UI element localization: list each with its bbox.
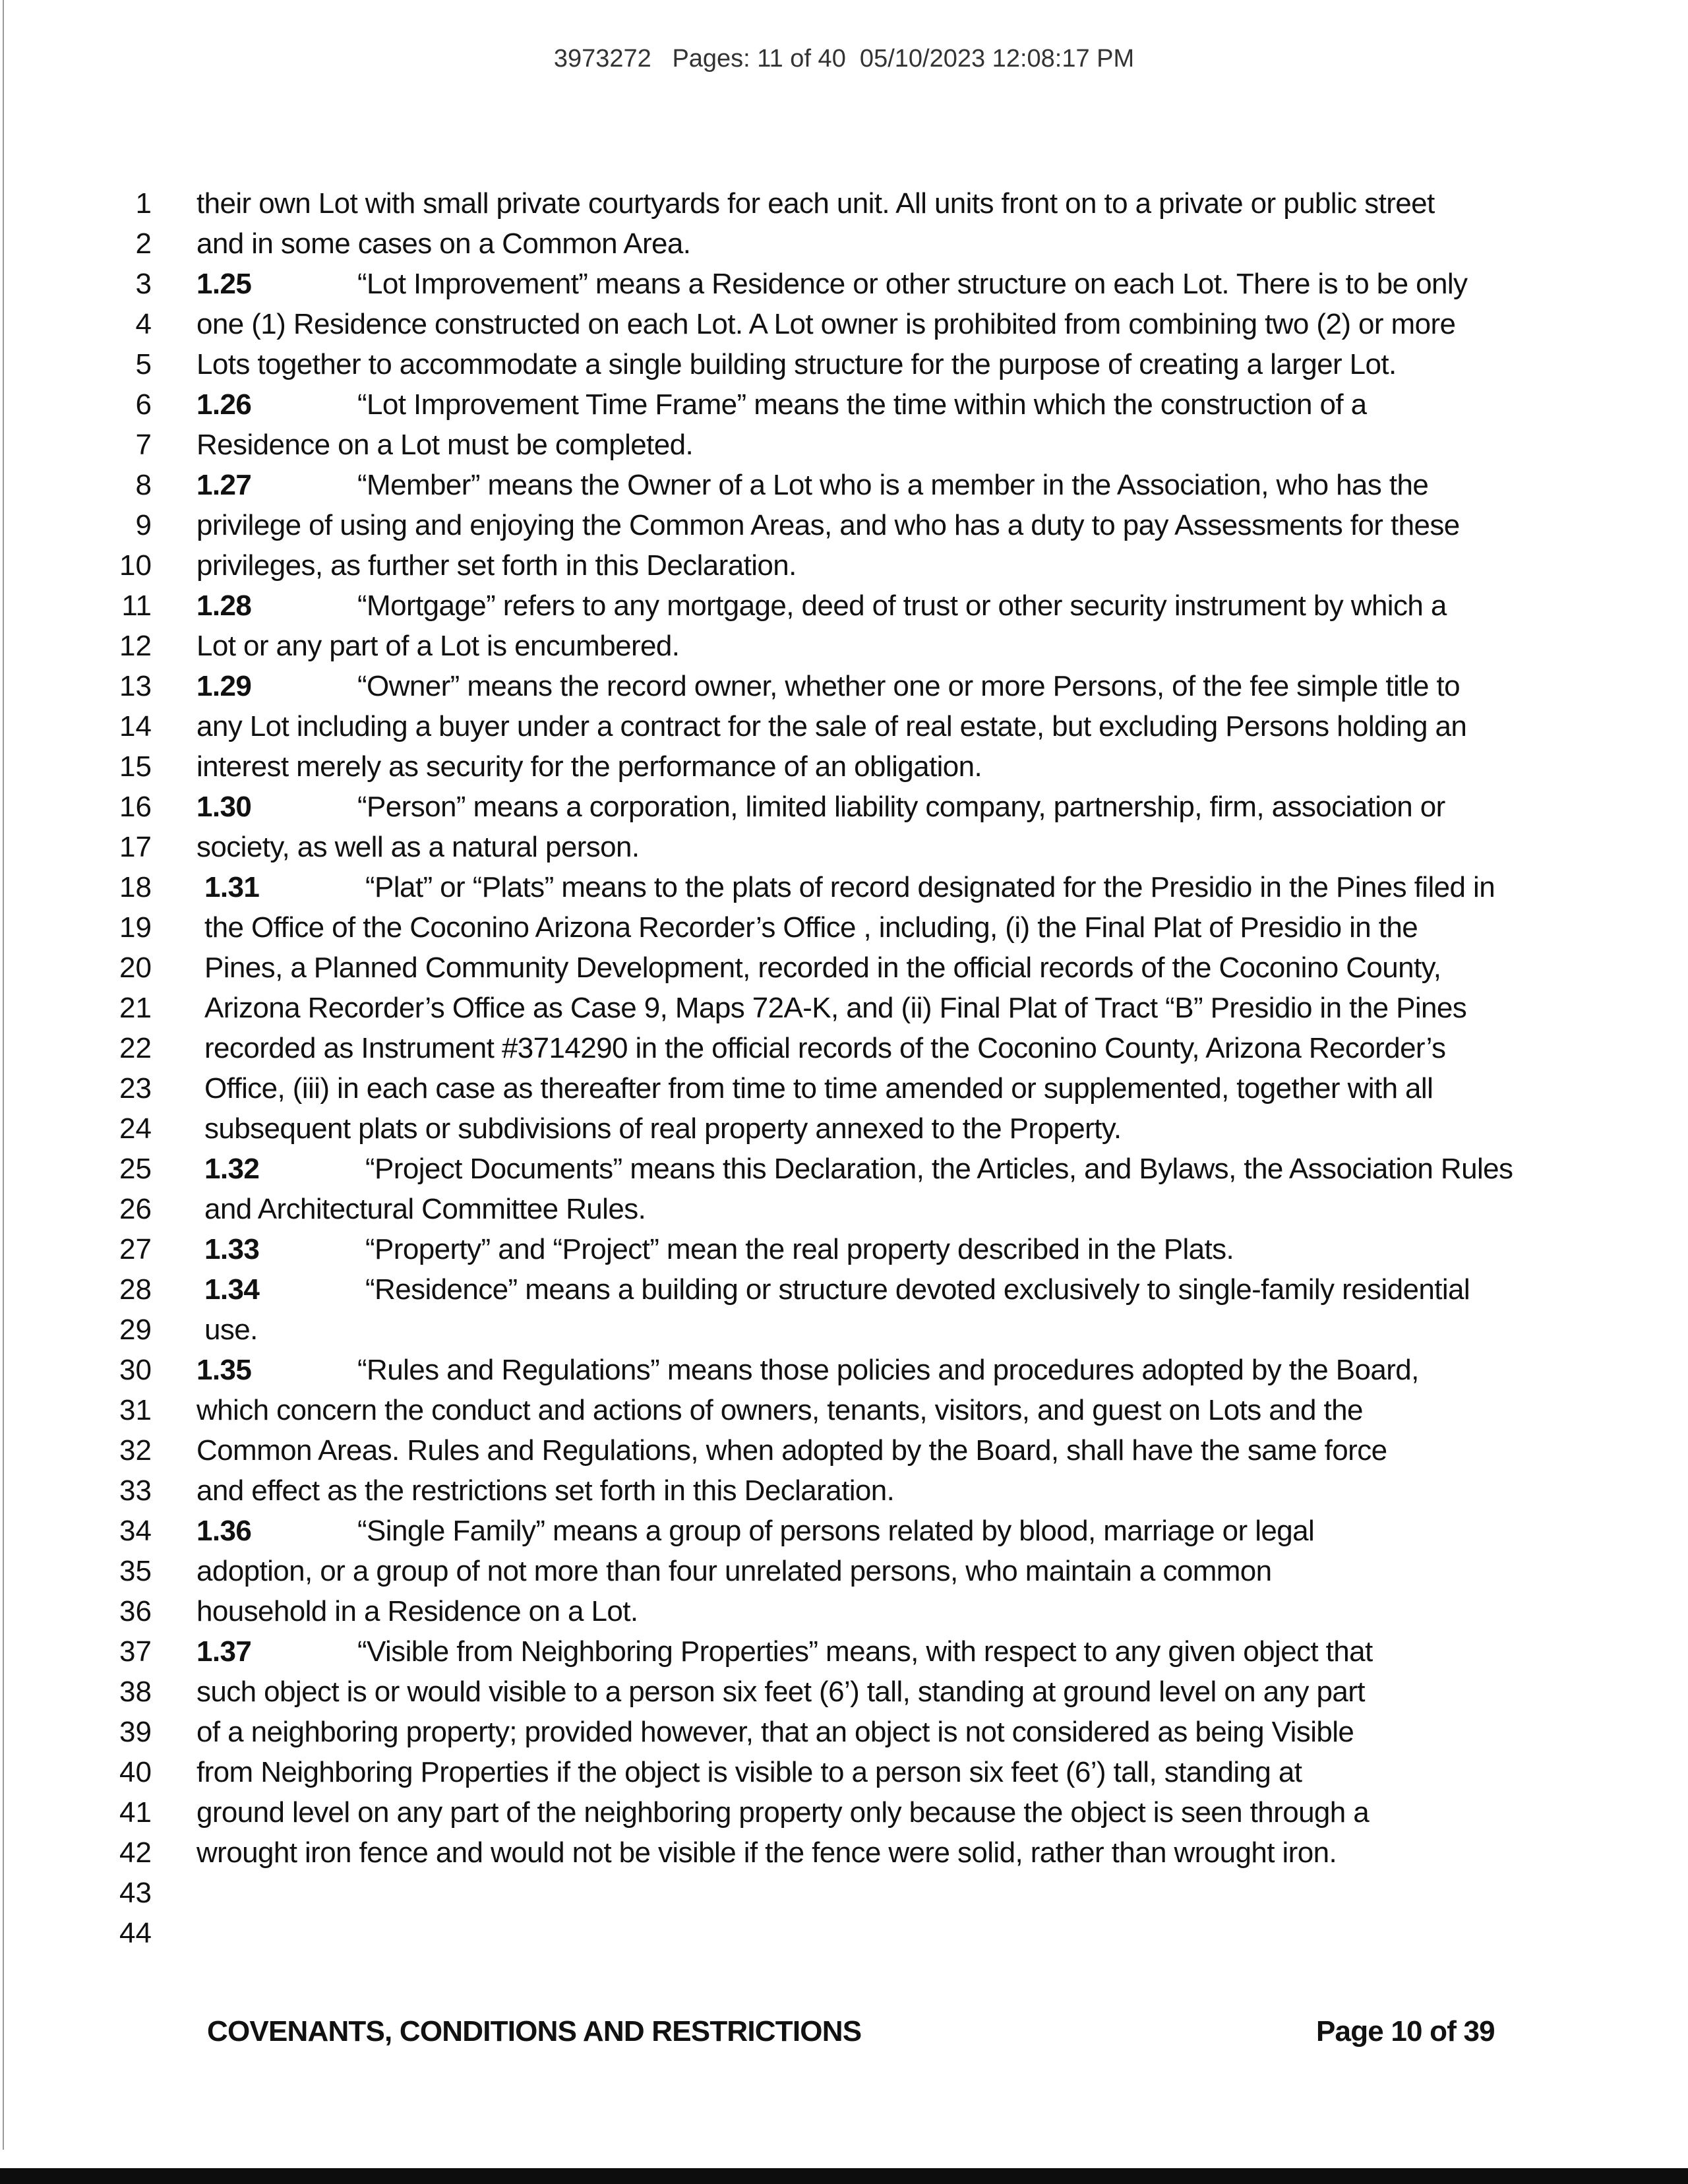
document-line xyxy=(0,1792,1688,1833)
line-number: 10 xyxy=(119,549,152,582)
section-number: 1.27 xyxy=(196,469,252,501)
line-number: 34 xyxy=(119,1515,152,1547)
line-text xyxy=(204,1310,258,1350)
line-body: Residence on a Lot must be completed. xyxy=(196,429,694,461)
document-line xyxy=(0,505,1688,545)
line-text xyxy=(204,1028,1445,1068)
line-number: 23 xyxy=(119,1072,152,1105)
document-line xyxy=(0,867,1688,907)
line-body: ground level on any part of the neighboring property only because the object is seen through a xyxy=(196,1796,1370,1829)
document-line xyxy=(0,1551,1688,1591)
line-number: 5 xyxy=(135,348,152,380)
line-text xyxy=(196,264,1467,304)
line-number: 30 xyxy=(119,1354,152,1386)
line-text xyxy=(196,1752,1302,1792)
document-line xyxy=(0,425,1688,465)
line-text xyxy=(196,1511,1314,1551)
document-line xyxy=(0,1591,1688,1631)
line-number: 9 xyxy=(135,509,152,541)
line-body: Office, (iii) in each case as thereafter from time to time amended or supplemented, together with all xyxy=(204,1072,1433,1105)
line-body: “Residence” means a building or structure devoted exclusively to single-family residential xyxy=(365,1273,1470,1306)
line-body: “Plat” or “Plats” means to the plats of record designated for the Presidio in the Pines filed in xyxy=(365,871,1495,903)
section-number: 1.25 xyxy=(196,268,252,300)
line-body: from Neighboring Properties if the object is visible to a person six feet (6’) tall, standing at xyxy=(196,1756,1302,1788)
line-text xyxy=(196,1712,1354,1752)
document-line xyxy=(0,948,1688,988)
line-body: and effect as the restrictions set forth in this Declaration. xyxy=(196,1474,895,1507)
line-body: society, as well as a natural person. xyxy=(196,831,640,863)
line-number: 29 xyxy=(119,1314,152,1346)
line-body: the Office of the Coconino Arizona Recorder’s Office , including, (i) the Final Plat of Presidio in the xyxy=(204,911,1418,944)
line-body: such object is or would visible to a person six feet (6’) tall, standing at ground level on any part xyxy=(196,1676,1365,1708)
document-line xyxy=(0,746,1688,787)
line-text xyxy=(196,1792,1369,1833)
line-body: subsequent plats or subdivisions of real property annexed to the Property. xyxy=(204,1112,1122,1145)
line-text xyxy=(196,224,690,264)
line-number: 7 xyxy=(135,429,152,461)
section-number: 1.29 xyxy=(196,670,252,702)
line-body: privilege of using and enjoying the Common Areas, and who has a duty to pay Assessments for these xyxy=(196,509,1460,541)
line-number: 27 xyxy=(119,1233,152,1265)
line-number: 26 xyxy=(119,1193,152,1225)
line-text xyxy=(196,827,640,867)
line-body: Common Areas. Rules and Regulations, when adopted by the Board, shall have the same force xyxy=(196,1434,1387,1467)
line-body: privileges, as further set forth in this Declaration. xyxy=(196,549,797,582)
line-number: 20 xyxy=(119,952,152,984)
line-text xyxy=(196,787,1445,827)
line-number: 43 xyxy=(119,1877,152,1909)
line-text xyxy=(196,1471,894,1511)
line-body: “Person” means a corporation, limited liability company, partnership, firm, association or xyxy=(357,791,1445,823)
document-line xyxy=(0,827,1688,867)
line-number: 36 xyxy=(119,1595,152,1627)
line-text xyxy=(196,1430,1387,1471)
document-line xyxy=(0,545,1688,586)
line-number: 37 xyxy=(119,1635,152,1668)
document-line xyxy=(0,1752,1688,1792)
line-body: their own Lot with small private courtyards for each unit. All units front on to a private or public street xyxy=(196,187,1435,220)
line-text xyxy=(196,465,1428,505)
document-line xyxy=(0,1833,1688,1873)
line-body: “Visible from Neighboring Properties” means, with respect to any given object that xyxy=(357,1635,1373,1668)
section-number: 1.32 xyxy=(204,1153,260,1185)
document-line xyxy=(0,706,1688,746)
document-line xyxy=(0,1873,1688,1913)
line-number: 8 xyxy=(135,469,152,501)
line-number: 12 xyxy=(119,630,152,662)
document-line xyxy=(0,1269,1688,1310)
line-number: 19 xyxy=(119,911,152,944)
line-text xyxy=(196,586,1447,626)
line-body: “Rules and Regulations” means those policies and procedures adopted by the Board, xyxy=(357,1354,1419,1386)
line-text xyxy=(196,666,1460,706)
line-number: 2 xyxy=(135,228,152,260)
line-number: 11 xyxy=(121,590,152,622)
document-line xyxy=(0,264,1688,304)
section-number: 1.31 xyxy=(204,871,260,903)
document-line xyxy=(0,666,1688,706)
document-line xyxy=(0,626,1688,666)
line-body: “Single Family” means a group of persons related by blood, marriage or legal xyxy=(357,1515,1315,1547)
line-body: Pines, a Planned Community Development, recorded in the official records of the Coconino County, xyxy=(204,952,1441,984)
line-text xyxy=(196,344,1397,384)
line-text xyxy=(196,183,1435,224)
line-number: 1 xyxy=(135,187,152,220)
document-line xyxy=(0,1068,1688,1108)
line-body: Lots together to accommodate a single building structure for the purpose of creating a larger Lot. xyxy=(196,348,1397,380)
line-body: use. xyxy=(204,1314,258,1346)
line-number: 3 xyxy=(135,268,152,300)
line-text xyxy=(196,1390,1363,1430)
document-line xyxy=(0,1672,1688,1712)
document-line xyxy=(0,1430,1688,1471)
line-number: 22 xyxy=(119,1032,152,1064)
line-number: 6 xyxy=(135,388,152,421)
document-line xyxy=(0,304,1688,344)
line-body: “Mortgage” refers to any mortgage, deed of trust or other security instrument by which a xyxy=(357,590,1447,622)
document-line xyxy=(0,586,1688,626)
line-body: “Property” and “Project” mean the real property described in the Plats. xyxy=(365,1233,1234,1265)
document-line xyxy=(0,183,1688,224)
document-line xyxy=(0,224,1688,264)
document-line xyxy=(0,1390,1688,1430)
document-line xyxy=(0,988,1688,1028)
line-text xyxy=(204,1189,646,1229)
line-text xyxy=(196,746,982,787)
document-line xyxy=(0,1310,1688,1350)
line-text xyxy=(196,384,1367,425)
section-number: 1.36 xyxy=(196,1515,252,1547)
document-line xyxy=(0,907,1688,948)
line-number: 44 xyxy=(119,1917,152,1949)
line-text xyxy=(196,626,679,666)
line-body: Arizona Recorder’s Office as Case 9, Maps 72A-K, and (ii) Final Plat of Tract “B” Presidio in the Pines xyxy=(204,992,1467,1024)
line-number: 42 xyxy=(119,1836,152,1869)
document-line xyxy=(0,1229,1688,1269)
line-text xyxy=(196,706,1466,746)
line-body: “Lot Improvement Time Frame” means the time within which the construction of a xyxy=(357,388,1367,421)
line-text xyxy=(204,907,1418,948)
document-body xyxy=(0,183,1688,1953)
line-text xyxy=(196,505,1460,545)
line-body: wrought iron fence and would not be visible if the fence were solid, rather than wrought iron. xyxy=(196,1836,1337,1869)
footer-title: COVENANTS, CONDITIONS AND RESTRICTIONS xyxy=(207,2015,862,2048)
line-text xyxy=(196,304,1455,344)
line-body: and in some cases on a Common Area. xyxy=(196,228,691,260)
line-text xyxy=(196,1350,1419,1390)
scan-bottom-band xyxy=(0,2168,1688,2184)
document-line xyxy=(0,1712,1688,1752)
line-text xyxy=(204,948,1441,988)
section-number: 1.34 xyxy=(204,1273,260,1306)
line-number: 14 xyxy=(119,710,152,743)
document-line xyxy=(0,1108,1688,1149)
document-line xyxy=(0,787,1688,827)
document-line xyxy=(0,1631,1688,1672)
line-number: 33 xyxy=(119,1474,152,1507)
line-text xyxy=(196,1833,1337,1873)
line-text xyxy=(204,988,1466,1028)
line-number: 13 xyxy=(119,670,152,702)
document-line xyxy=(0,1913,1688,1953)
page-footer xyxy=(0,2015,1688,2061)
line-number: 35 xyxy=(119,1555,152,1587)
document-line xyxy=(0,1028,1688,1068)
line-body: “Lot Improvement” means a Residence or other structure on each Lot. There is to be only xyxy=(357,268,1468,300)
line-number: 17 xyxy=(119,831,152,863)
line-text xyxy=(196,1551,1272,1591)
recording-stamp: 3973272 Pages: 11 of 40 05/10/2023 12:08:17 PM xyxy=(553,45,1135,73)
line-text xyxy=(204,867,1495,907)
section-number: 1.35 xyxy=(196,1354,252,1386)
line-text xyxy=(196,1591,638,1631)
line-body: recorded as Instrument #3714290 in the official records of the Coconino County, Arizona Recorder’s xyxy=(204,1032,1446,1064)
line-text xyxy=(196,545,797,586)
line-body: household in a Residence on a Lot. xyxy=(196,1595,638,1627)
line-text xyxy=(204,1149,1513,1189)
document-line xyxy=(0,1511,1688,1551)
line-number: 31 xyxy=(119,1394,152,1426)
line-number: 39 xyxy=(119,1716,152,1748)
document-line xyxy=(0,1471,1688,1511)
line-text xyxy=(204,1108,1122,1149)
section-number: 1.33 xyxy=(204,1233,260,1265)
line-text xyxy=(204,1068,1433,1108)
line-number: 38 xyxy=(119,1676,152,1708)
line-text xyxy=(204,1229,1234,1269)
line-body: “Member” means the Owner of a Lot who is a member in the Association, who has the xyxy=(357,469,1429,501)
section-number: 1.30 xyxy=(196,791,252,823)
line-body: interest merely as security for the performance of an obligation. xyxy=(196,750,982,783)
line-number: 28 xyxy=(119,1273,152,1306)
line-body: of a neighboring property; provided however, that an object is not considered as being Visible xyxy=(196,1716,1354,1748)
line-number: 24 xyxy=(119,1112,152,1145)
document-line xyxy=(0,344,1688,384)
line-number: 32 xyxy=(119,1434,152,1467)
line-body: one (1) Residence constructed on each Lot. A Lot owner is prohibited from combining two (2) or more xyxy=(196,308,1456,340)
line-body: “Owner” means the record owner, whether one or more Persons, of the fee simple title to xyxy=(357,670,1460,702)
document-line xyxy=(0,384,1688,425)
line-number: 40 xyxy=(119,1756,152,1788)
line-text xyxy=(196,1672,1365,1712)
line-number: 41 xyxy=(119,1796,152,1829)
section-number: 1.37 xyxy=(196,1635,252,1668)
footer-page-number: Page 10 of 39 xyxy=(1316,2015,1495,2048)
section-number: 1.26 xyxy=(196,388,252,421)
document-line xyxy=(0,465,1688,505)
line-text xyxy=(196,1631,1373,1672)
line-body: any Lot including a buyer under a contract for the sale of real estate, but excluding Persons holding an xyxy=(196,710,1467,743)
line-number: 4 xyxy=(135,308,152,340)
line-body: which concern the conduct and actions of owners, tenants, visitors, and guest on Lots and the xyxy=(196,1394,1363,1426)
line-body: adoption, or a group of not more than four unrelated persons, who maintain a common xyxy=(196,1555,1272,1587)
section-number: 1.28 xyxy=(196,590,252,622)
line-body: Lot or any part of a Lot is encumbered. xyxy=(196,630,680,662)
line-number: 18 xyxy=(119,871,152,903)
document-line xyxy=(0,1350,1688,1390)
line-number: 15 xyxy=(119,750,152,783)
line-number: 25 xyxy=(119,1153,152,1185)
line-text xyxy=(196,425,693,465)
line-number: 21 xyxy=(119,992,152,1024)
line-number: 16 xyxy=(119,791,152,823)
line-text xyxy=(204,1269,1470,1310)
document-line xyxy=(0,1189,1688,1229)
line-body: and Architectural Committee Rules. xyxy=(204,1193,646,1225)
document-line xyxy=(0,1149,1688,1189)
line-body: “Project Documents” means this Declaration, the Articles, and Bylaws, the Association Rules xyxy=(365,1153,1513,1185)
